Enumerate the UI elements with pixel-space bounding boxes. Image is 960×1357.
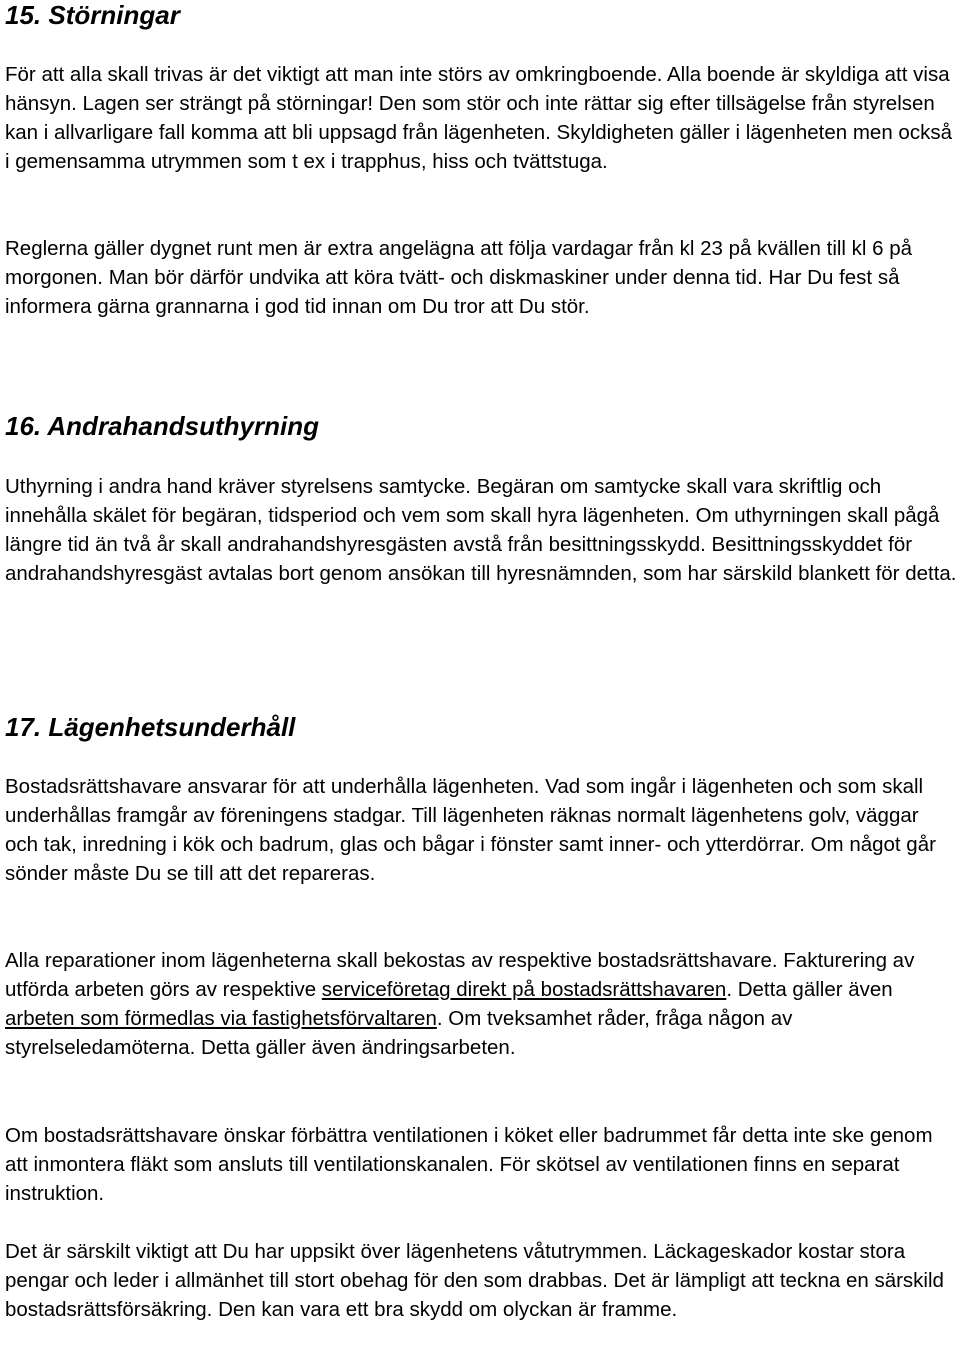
repairs-text-2: . Detta gäller även: [726, 978, 893, 1001]
section-heading-maintenance: 17. Lägenhetsunderhåll: [5, 712, 296, 742]
repairs-text-3: . Om tveksamhet råder, fråga någon av styrelseledamöterna. Detta gäller även ändringsarbeten.: [5, 1007, 793, 1059]
underlined-text-service-company: serviceföretag direkt på bostadsrättshavaren: [321, 978, 727, 1001]
paragraph-maintenance-repairs: [5, 946, 957, 1062]
paragraph-maintenance-wet-rooms: Det är särskilt viktigt att Du har uppsikt över lägenhetens våtutrymmen. Läckageskador kostar stora pengar och leder i allmänhet till stort obehag för den som drabbas. Det är lämpligt att teckna en särskild bostadsrättsförsäkring. Den kan vara ett bra skydd om olyckan är framme.: [5, 1240, 944, 1321]
paragraph-disturbances-rules: Reglerna gäller dygnet runt men är extra angelägna att följa vardagar från kl 23 på kvällen till kl 6 på morgonen. Man bör därför undvika att köra tvätt- och diskmaskiner under denna tid. Har Du fest så informera gärna grannarna i god tid innan om Du tror att Du stör.: [5, 237, 913, 318]
paragraph-subletting: Uthyrning i andra hand kräver styrelsens samtycke. Begäran om samtycke skall vara skriftlig och innehålla skälet för begäran, tidsperiod och vem som skall hyra lägenheten. Om uthyrningen skall pågå längre tid än två år skall andrahandshyresgästen avstå från besittningsskydd. Besittningsskyddet för andrahandshyresgäst avtalas bort genom ansökan till hyresnämnden, som har särskild blankett för detta.: [5, 475, 957, 585]
paragraph-maintenance-responsibility: Bostadsrättshavare ansvarar för att underhålla lägenheten. Vad som ingår i lägenheten och som skall underhållas framgår av föreningens stadgar. Till lägenheten räknas normalt lägenhetens golv, väggar och tak, inredning i kök och badrum, glas och bågar i fönster samt inner- och ytterdörrar. Om något går sönder måste Du se till att det repareras.: [5, 775, 936, 885]
section-heading-disturbances: 15. Störningar: [5, 0, 180, 30]
underlined-text-property-manager: arbeten som förmedlas via fastighetsförvaltaren: [5, 1007, 437, 1030]
repairs-text-1: Alla reparationer inom lägenheterna skall bekostas av respektive bostadsrättshavare. Fakturering av utförda arbeten görs av respektive: [5, 949, 915, 1001]
paragraph-disturbances-intro: För att alla skall trivas är det viktigt att man inte störs av omkringboende. Alla boende är skyldiga att visa hänsyn. Lagen ser strängt på störningar! Den som stör och inte rättar sig efter tillsägelse från styrelsen kan i allvarligare fall komma att bli uppsagd från lägenheten. Skyldigheten gäller i lägenheten men också i gemensamma utrymmen som t ex i trapphus, hiss och tvättstuga.: [5, 63, 952, 173]
paragraph-maintenance-ventilation: Om bostadsrättshavare önskar förbättra ventilationen i köket eller badrummet får detta inte ske genom att inmontera fläkt som ansluts till ventilationskanalen. För skötsel av ventilationen finns en separat instruktion.: [5, 1124, 933, 1205]
section-heading-subletting: 16. Andrahandsuthyrning: [5, 411, 319, 441]
